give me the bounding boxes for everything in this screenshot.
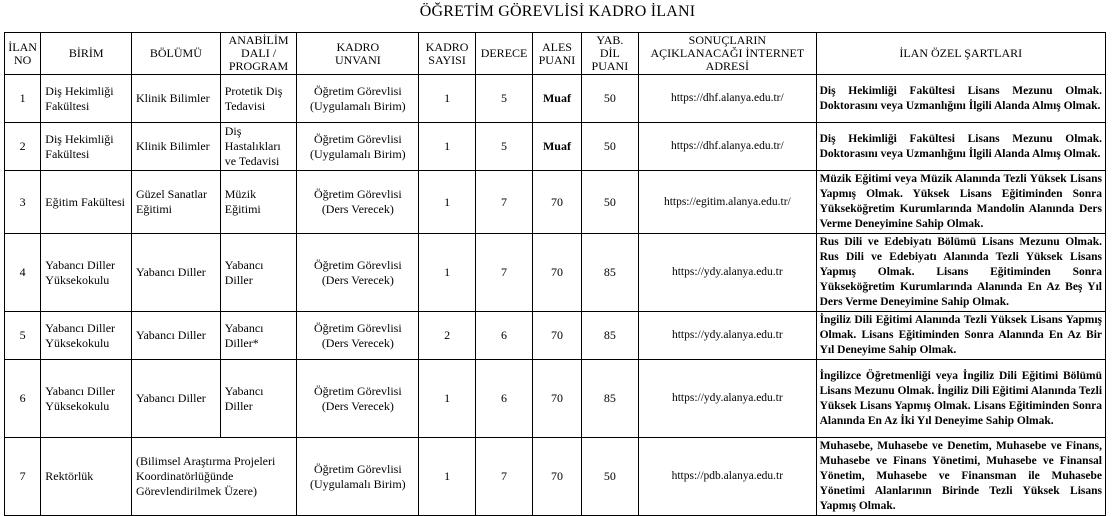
cell-adres: https://dhf.alanya.edu.tr/ <box>639 123 816 171</box>
cell-anabilim: Protetik Diş Tedavisi <box>220 75 297 123</box>
cell-derece: 7 <box>475 171 532 234</box>
cell-sart: İngiliz Dili Eğitimi Alanında Tezli Yüksek Lisans Yapmış Olmak. Lisans Eğitiminden Sonra Alanında En Az Bir Yıl Deneyime Sahip Olmak. <box>816 312 1105 360</box>
cell-dil: 85 <box>581 312 638 360</box>
cell-ales: Muaf <box>533 123 581 171</box>
cell-adres: https://pdb.alanya.edu.tr <box>639 438 816 516</box>
cell-unvan: Öğretim Görevlisi (Uygulamalı Birim) <box>297 123 419 171</box>
cell-derece: 5 <box>475 123 532 171</box>
header-yab-dil: YAB. DİL PUANI <box>581 33 638 75</box>
cell-anabilim: Müzik Eğitimi <box>220 171 297 234</box>
cell-bolum: Klinik Bilimler <box>132 123 221 171</box>
cell-no: 3 <box>5 171 41 234</box>
cell-derece: 6 <box>475 312 532 360</box>
header-adres: SONUÇLARIN AÇIKLANACAĞI İNTERNET ADRESİ <box>639 33 816 75</box>
cell-no: 5 <box>5 312 41 360</box>
header-row <box>5 33 1106 75</box>
table-row <box>5 171 1106 234</box>
cell-anabilim: Yabancı Diller <box>220 360 297 438</box>
cell-derece: 7 <box>475 234 532 312</box>
cell-sayi: 1 <box>419 360 475 438</box>
cell-sayi: 2 <box>419 312 475 360</box>
cell-no: 4 <box>5 234 41 312</box>
cell-dil: 50 <box>581 123 638 171</box>
cell-derece: 7 <box>475 438 532 516</box>
cell-unvan: Öğretim Görevlisi (Uygulamalı Birim) <box>297 75 419 123</box>
cell-anabilim: Diş Hastalıkları ve Tedavisi <box>220 123 297 171</box>
cell-no: 7 <box>5 438 41 516</box>
cell-birim: Diş Hekimliği Fakültesi <box>41 75 132 123</box>
cell-dil: 85 <box>581 360 638 438</box>
cell-bolum: Yabancı Diller <box>132 234 221 312</box>
cell-dil: 50 <box>581 438 638 516</box>
cell-sart: Muhasebe, Muhasebe ve Denetim, Muhasebe ve Finans, Muhasebe ve Finans Yönetimi, Muhasebe ve Finansal Yönetim, Muhasebe ve Finansman ile Muhasebe Yönetimi Alanlarının Birinde Tezli Yüksek Lisans Yapmış Olmak. <box>816 438 1105 516</box>
cell-adres: https://dhf.alanya.edu.tr/ <box>639 75 816 123</box>
table-row <box>5 123 1106 171</box>
header-anabilim: ANABİLİM DALI / PROGRAM <box>220 33 297 75</box>
cell-sart: Rus Dili ve Edebiyatı Bölümü Lisans Mezunu Olmak. Rus Dili ve Edebiyatı Alanında Tezli Yüksek Lisans Yapmış Olmak. Lisans Eğitiminden Sonra Yükseköğretim Kurumlarında Alanında En Az Beş Yıl Ders Verme Deneyimine Sahip Olmak. <box>816 234 1105 312</box>
cell-sayi: 1 <box>419 75 475 123</box>
table-row <box>5 360 1106 438</box>
header-ilan-no: İLAN NO <box>5 33 41 75</box>
cell-unvan: Öğretim Görevlisi (Ders Verecek) <box>297 234 419 312</box>
cell-ales: 70 <box>533 171 581 234</box>
cell-ales: Muaf <box>533 75 581 123</box>
cell-birim: Diş Hekimliği Fakültesi <box>41 123 132 171</box>
cell-ales: 70 <box>533 360 581 438</box>
cell-bolum: Klinik Bilimler <box>132 75 221 123</box>
cell-birim: Yabancı Diller Yüksekokulu <box>41 312 132 360</box>
cell-no: 6 <box>5 360 41 438</box>
cell-sart: Müzik Eğitimi veya Müzik Alanında Tezli Yüksek Lisans Yapmış Olmak. Yüksek Lisans Eğitiminden Sonra Yükseköğretim Kurumlarında Mandolin Alanında Ders Verme Deneyimine Sahip Olmak. <box>816 171 1105 234</box>
cell-bolum: Yabancı Diller <box>132 312 221 360</box>
header-kadro-unvani: KADRO UNVANI <box>297 33 419 75</box>
cell-no: 1 <box>5 75 41 123</box>
table-row <box>5 234 1106 312</box>
cell-sayi: 1 <box>419 438 475 516</box>
table-row <box>5 75 1106 123</box>
cell-ales: 70 <box>533 234 581 312</box>
cell-bolum: Güzel Sanatlar Eğitimi <box>132 171 221 234</box>
cell-sayi: 1 <box>419 171 475 234</box>
cell-derece: 5 <box>475 75 532 123</box>
cell-sart: İngilizce Öğretmenliği veya İngiliz Dili Eğitimi Bölümü Lisans Mezunu Olmak. İngiliz Dili Eğitimi Alanında Tezli Yüksek Lisans Yapmış Olmak. Lisans Eğitiminden Sonra Alanında En Az İki Yıl Deneyime Sahip Olmak. <box>816 360 1105 438</box>
cell-birim: Yabancı Diller Yüksekokulu <box>41 360 132 438</box>
header-birim: BİRİM <box>41 33 132 75</box>
cell-dil: 50 <box>581 75 638 123</box>
cell-unvan: Öğretim Görevlisi (Ders Verecek) <box>297 312 419 360</box>
cell-ales: 70 <box>533 312 581 360</box>
header-derece: DERECE <box>475 33 532 75</box>
cell-bolum: Yabancı Diller <box>132 360 221 438</box>
cell-derece: 6 <box>475 360 532 438</box>
header-bolum: BÖLÜMÜ <box>132 33 221 75</box>
kadro-table <box>4 32 1106 516</box>
cell-bolum-merged: (Bilimsel Araştırma Projeleri Koordinatörlüğünde Görevlendirilmek Üzere) <box>132 438 297 516</box>
header-ales: ALES PUANI <box>533 33 581 75</box>
cell-ales: 70 <box>533 438 581 516</box>
cell-unvan: Öğretim Görevlisi (Ders Verecek) <box>297 171 419 234</box>
cell-sart: Diş Hekimliği Fakültesi Lisans Mezunu Olmak. Doktorasını veya Uzmanlığını İlgili Alanda Almış Olmak. <box>816 123 1105 171</box>
cell-unvan: Öğretim Görevlisi (Ders Verecek) <box>297 360 419 438</box>
cell-dil: 85 <box>581 234 638 312</box>
cell-dil: 50 <box>581 171 638 234</box>
cell-adres: https://ydy.alanya.edu.tr <box>639 360 816 438</box>
cell-adres: https://egitim.alanya.edu.tr/ <box>639 171 816 234</box>
header-sartlar: İLAN ÖZEL ŞARTLARI <box>816 33 1105 75</box>
cell-unvan: Öğretim Görevlisi (Uygulamalı Birim) <box>297 438 419 516</box>
header-kadro-sayisi: KADRO SAYISI <box>419 33 475 75</box>
cell-sayi: 1 <box>419 234 475 312</box>
cell-sart: Diş Hekimliği Fakültesi Lisans Mezunu Olmak. Doktorasını veya Uzmanlığını İlgili Alanda Almış Olmak. <box>816 75 1105 123</box>
cell-anabilim: Yabancı Diller* <box>220 312 297 360</box>
cell-birim: Yabancı Diller Yüksekokulu <box>41 234 132 312</box>
table-row <box>5 312 1106 360</box>
cell-sayi: 1 <box>419 123 475 171</box>
cell-anabilim: Yabancı Diller <box>220 234 297 312</box>
cell-adres: https://ydy.alanya.edu.tr <box>639 312 816 360</box>
page-title: ÖĞRETİM GÖREVLİSİ KADRO İLANI <box>419 3 696 20</box>
cell-birim: Rektörlük <box>41 438 132 516</box>
cell-birim: Eğitim Fakültesi <box>41 171 132 234</box>
table-row <box>5 438 1106 516</box>
cell-adres: https://ydy.alanya.edu.tr <box>639 234 816 312</box>
cell-no: 2 <box>5 123 41 171</box>
